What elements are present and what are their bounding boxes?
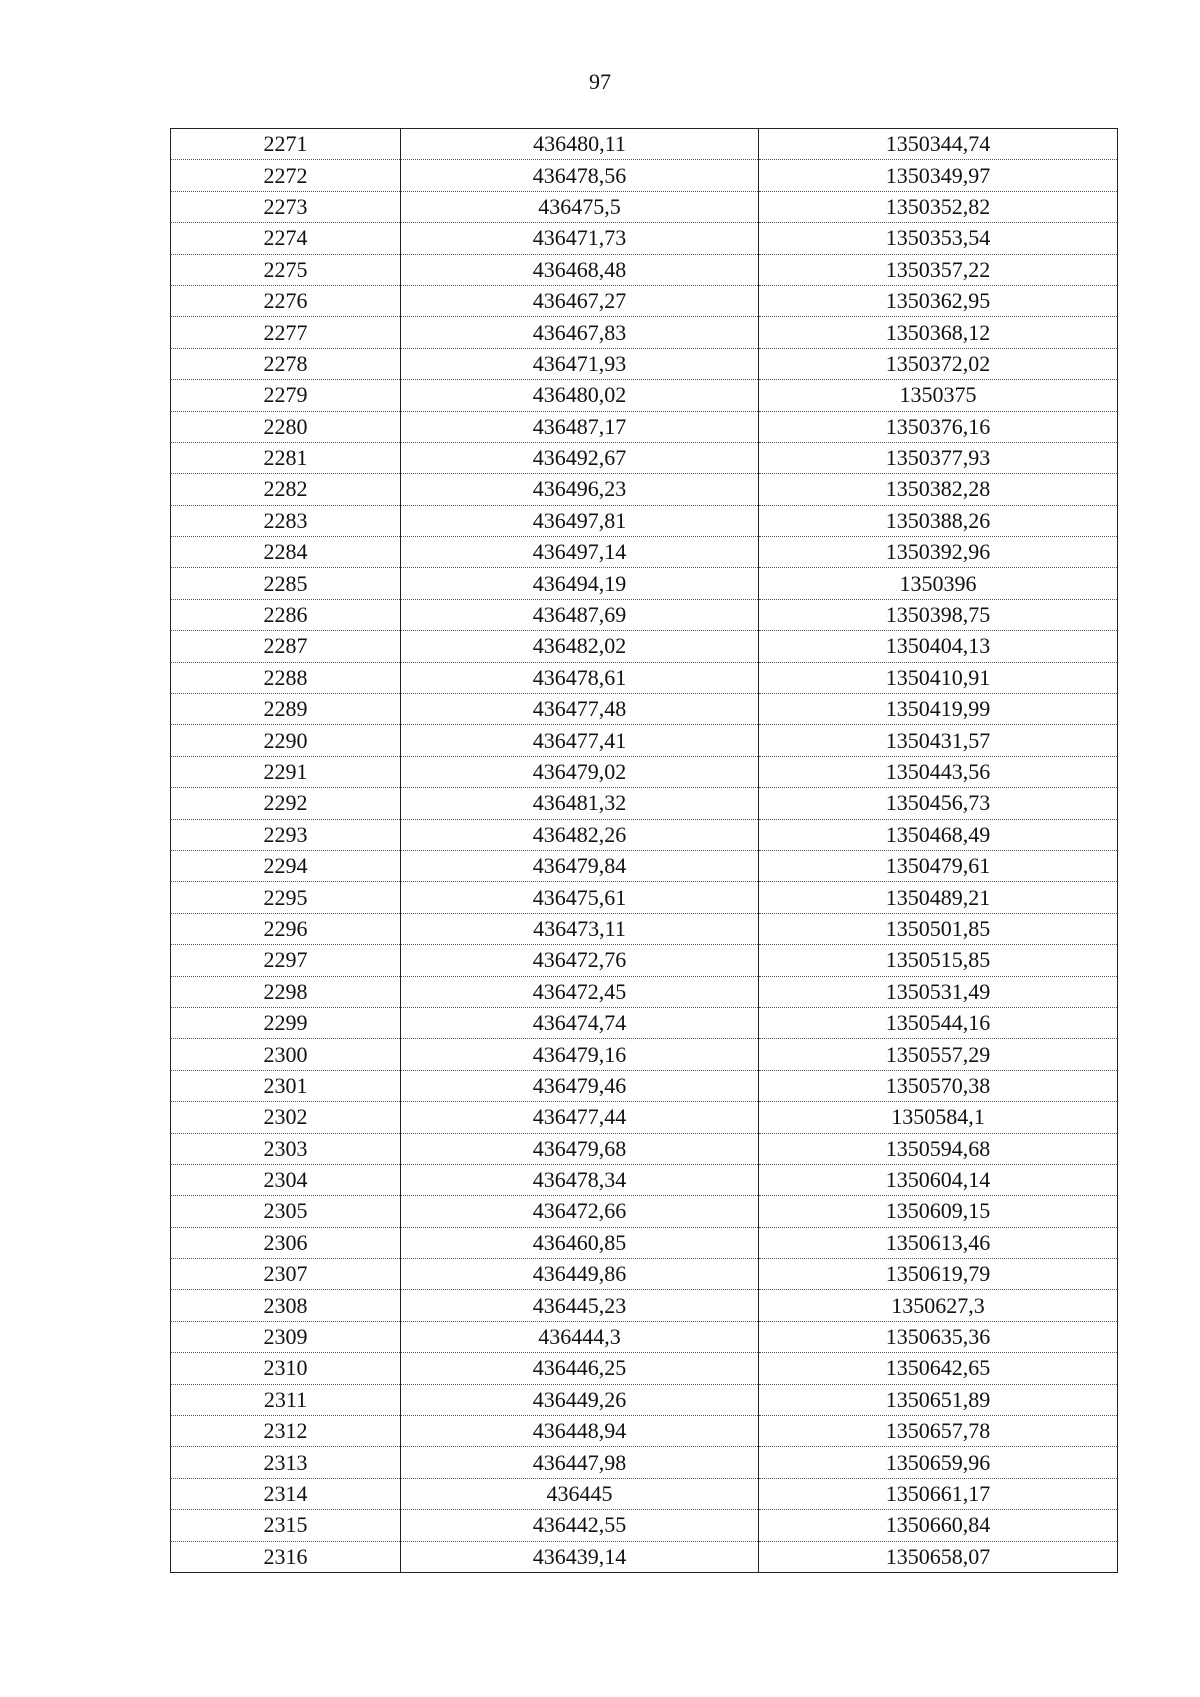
- point-number-cell: 2301: [171, 1070, 401, 1101]
- point-number-cell: 2307: [171, 1259, 401, 1290]
- table-row: [171, 1007, 1118, 1038]
- y-coordinate-cell: 1350557,29: [759, 1039, 1118, 1070]
- table-row: [171, 1353, 1118, 1384]
- y-coordinate-cell: 1350584,1: [759, 1102, 1118, 1133]
- y-coordinate-cell: 1350362,95: [759, 285, 1118, 316]
- point-number-cell: 2299: [171, 1007, 401, 1038]
- y-coordinate-cell: 1350619,79: [759, 1259, 1118, 1290]
- point-number-cell: 2294: [171, 850, 401, 881]
- x-coordinate-cell: 436494,19: [401, 568, 759, 599]
- point-number-cell: 2298: [171, 976, 401, 1007]
- point-number-cell: 2316: [171, 1541, 401, 1572]
- x-coordinate-cell: 436445,23: [401, 1290, 759, 1321]
- x-coordinate-cell: 436474,74: [401, 1007, 759, 1038]
- table-row: [171, 223, 1118, 254]
- table-row: [171, 474, 1118, 505]
- table-row: [171, 1070, 1118, 1101]
- x-coordinate-cell: 436468,48: [401, 254, 759, 285]
- y-coordinate-cell: 1350479,61: [759, 850, 1118, 881]
- x-coordinate-cell: 436482,26: [401, 819, 759, 850]
- y-coordinate-cell: 1350431,57: [759, 725, 1118, 756]
- y-coordinate-cell: 1350398,75: [759, 599, 1118, 630]
- y-coordinate-cell: 1350468,49: [759, 819, 1118, 850]
- y-coordinate-cell: 1350661,17: [759, 1478, 1118, 1509]
- table-row: [171, 160, 1118, 191]
- point-number-cell: 2278: [171, 348, 401, 379]
- x-coordinate-cell: 436467,83: [401, 317, 759, 348]
- x-coordinate-cell: 436497,81: [401, 505, 759, 536]
- y-coordinate-cell: 1350375: [759, 380, 1118, 411]
- table-row: [171, 317, 1118, 348]
- point-number-cell: 2302: [171, 1102, 401, 1133]
- x-coordinate-cell: 436479,16: [401, 1039, 759, 1070]
- y-coordinate-cell: 1350368,12: [759, 317, 1118, 348]
- x-coordinate-cell: 436479,46: [401, 1070, 759, 1101]
- x-coordinate-cell: 436479,02: [401, 756, 759, 787]
- x-coordinate-cell: 436492,67: [401, 442, 759, 473]
- point-number-cell: 2271: [171, 129, 401, 160]
- y-coordinate-cell: 1350660,84: [759, 1510, 1118, 1541]
- table-row: [171, 945, 1118, 976]
- table-row: [171, 537, 1118, 568]
- table-row: [171, 1384, 1118, 1415]
- x-coordinate-cell: 436478,34: [401, 1164, 759, 1195]
- table-row: [171, 599, 1118, 630]
- y-coordinate-cell: 1350357,22: [759, 254, 1118, 285]
- x-coordinate-cell: 436478,61: [401, 662, 759, 693]
- table-row: [171, 631, 1118, 662]
- y-coordinate-cell: 1350627,3: [759, 1290, 1118, 1321]
- point-number-cell: 2274: [171, 223, 401, 254]
- x-coordinate-cell: 436467,27: [401, 285, 759, 316]
- table-row: [171, 694, 1118, 725]
- table-row: [171, 819, 1118, 850]
- point-number-cell: 2277: [171, 317, 401, 348]
- point-number-cell: 2273: [171, 191, 401, 222]
- x-coordinate-cell: 436472,45: [401, 976, 759, 1007]
- point-number-cell: 2308: [171, 1290, 401, 1321]
- x-coordinate-cell: 436447,98: [401, 1447, 759, 1478]
- point-number-cell: 2290: [171, 725, 401, 756]
- y-coordinate-cell: 1350344,74: [759, 129, 1118, 160]
- point-number-cell: 2289: [171, 694, 401, 725]
- table-row: [171, 976, 1118, 1007]
- point-number-cell: 2310: [171, 1353, 401, 1384]
- coordinates-table-body: [171, 129, 1118, 1573]
- y-coordinate-cell: 1350613,46: [759, 1227, 1118, 1258]
- x-coordinate-cell: 436444,3: [401, 1321, 759, 1352]
- point-number-cell: 2293: [171, 819, 401, 850]
- point-number-cell: 2296: [171, 913, 401, 944]
- y-coordinate-cell: 1350456,73: [759, 788, 1118, 819]
- table-row: [171, 1164, 1118, 1195]
- y-coordinate-cell: 1350635,36: [759, 1321, 1118, 1352]
- y-coordinate-cell: 1350489,21: [759, 882, 1118, 913]
- y-coordinate-cell: 1350570,38: [759, 1070, 1118, 1101]
- y-coordinate-cell: 1350544,16: [759, 1007, 1118, 1038]
- table-row: [171, 348, 1118, 379]
- x-coordinate-cell: 436481,32: [401, 788, 759, 819]
- y-coordinate-cell: 1350657,78: [759, 1416, 1118, 1447]
- y-coordinate-cell: 1350349,97: [759, 160, 1118, 191]
- y-coordinate-cell: 1350404,13: [759, 631, 1118, 662]
- y-coordinate-cell: 1350353,54: [759, 223, 1118, 254]
- point-number-cell: 2279: [171, 380, 401, 411]
- x-coordinate-cell: 436442,55: [401, 1510, 759, 1541]
- coordinates-table: [170, 128, 1118, 1573]
- table-row: [171, 129, 1118, 160]
- table-row: [171, 1447, 1118, 1478]
- y-coordinate-cell: 1350515,85: [759, 945, 1118, 976]
- x-coordinate-cell: 436479,68: [401, 1133, 759, 1164]
- x-coordinate-cell: 436482,02: [401, 631, 759, 662]
- point-number-cell: 2286: [171, 599, 401, 630]
- table-row: [171, 756, 1118, 787]
- point-number-cell: 2303: [171, 1133, 401, 1164]
- x-coordinate-cell: 436477,48: [401, 694, 759, 725]
- table-row: [171, 442, 1118, 473]
- table-row: [171, 411, 1118, 442]
- table-row: [171, 1102, 1118, 1133]
- point-number-cell: 2272: [171, 160, 401, 191]
- table-row: [171, 1039, 1118, 1070]
- y-coordinate-cell: 1350531,49: [759, 976, 1118, 1007]
- point-number-cell: 2280: [171, 411, 401, 442]
- table-row: [171, 1259, 1118, 1290]
- y-coordinate-cell: 1350388,26: [759, 505, 1118, 536]
- point-number-cell: 2276: [171, 285, 401, 316]
- point-number-cell: 2309: [171, 1321, 401, 1352]
- x-coordinate-cell: 436487,69: [401, 599, 759, 630]
- table-row: [171, 380, 1118, 411]
- point-number-cell: 2314: [171, 1478, 401, 1509]
- table-row: [171, 505, 1118, 536]
- point-number-cell: 2313: [171, 1447, 401, 1478]
- point-number-cell: 2311: [171, 1384, 401, 1415]
- x-coordinate-cell: 436477,41: [401, 725, 759, 756]
- point-number-cell: 2304: [171, 1164, 401, 1195]
- y-coordinate-cell: 1350419,99: [759, 694, 1118, 725]
- point-number-cell: 2287: [171, 631, 401, 662]
- x-coordinate-cell: 436473,11: [401, 913, 759, 944]
- point-number-cell: 2285: [171, 568, 401, 599]
- table-row: [171, 285, 1118, 316]
- x-coordinate-cell: 436475,61: [401, 882, 759, 913]
- table-row: [171, 1478, 1118, 1509]
- point-number-cell: 2300: [171, 1039, 401, 1070]
- point-number-cell: 2275: [171, 254, 401, 285]
- table-row: [171, 1290, 1118, 1321]
- point-number-cell: 2291: [171, 756, 401, 787]
- point-number-cell: 2283: [171, 505, 401, 536]
- y-coordinate-cell: 1350501,85: [759, 913, 1118, 944]
- table-row: [171, 882, 1118, 913]
- x-coordinate-cell: 436472,66: [401, 1196, 759, 1227]
- point-number-cell: 2284: [171, 537, 401, 568]
- y-coordinate-cell: 1350609,15: [759, 1196, 1118, 1227]
- point-number-cell: 2292: [171, 788, 401, 819]
- x-coordinate-cell: 436480,11: [401, 129, 759, 160]
- x-coordinate-cell: 436460,85: [401, 1227, 759, 1258]
- table-row: [171, 850, 1118, 881]
- x-coordinate-cell: 436496,23: [401, 474, 759, 505]
- y-coordinate-cell: 1350651,89: [759, 1384, 1118, 1415]
- table-row: [171, 568, 1118, 599]
- x-coordinate-cell: 436471,93: [401, 348, 759, 379]
- x-coordinate-cell: 436478,56: [401, 160, 759, 191]
- y-coordinate-cell: 1350396: [759, 568, 1118, 599]
- table-row: [171, 913, 1118, 944]
- x-coordinate-cell: 436487,17: [401, 411, 759, 442]
- y-coordinate-cell: 1350382,28: [759, 474, 1118, 505]
- table-row: [171, 254, 1118, 285]
- table-row: [171, 1133, 1118, 1164]
- x-coordinate-cell: 436449,26: [401, 1384, 759, 1415]
- y-coordinate-cell: 1350594,68: [759, 1133, 1118, 1164]
- x-coordinate-cell: 436471,73: [401, 223, 759, 254]
- x-coordinate-cell: 436480,02: [401, 380, 759, 411]
- x-coordinate-cell: 436472,76: [401, 945, 759, 976]
- x-coordinate-cell: 436445: [401, 1478, 759, 1509]
- y-coordinate-cell: 1350377,93: [759, 442, 1118, 473]
- x-coordinate-cell: 436448,94: [401, 1416, 759, 1447]
- table-row: [171, 1196, 1118, 1227]
- x-coordinate-cell: 436449,86: [401, 1259, 759, 1290]
- x-coordinate-cell: 436497,14: [401, 537, 759, 568]
- x-coordinate-cell: 436439,14: [401, 1541, 759, 1572]
- table-row: [171, 788, 1118, 819]
- table-row: [171, 1321, 1118, 1352]
- y-coordinate-cell: 1350659,96: [759, 1447, 1118, 1478]
- table-row: [171, 1541, 1118, 1572]
- table-row: [171, 191, 1118, 222]
- y-coordinate-cell: 1350376,16: [759, 411, 1118, 442]
- point-number-cell: 2315: [171, 1510, 401, 1541]
- y-coordinate-cell: 1350642,65: [759, 1353, 1118, 1384]
- point-number-cell: 2282: [171, 474, 401, 505]
- y-coordinate-cell: 1350604,14: [759, 1164, 1118, 1195]
- x-coordinate-cell: 436477,44: [401, 1102, 759, 1133]
- x-coordinate-cell: 436475,5: [401, 191, 759, 222]
- y-coordinate-cell: 1350658,07: [759, 1541, 1118, 1572]
- x-coordinate-cell: 436479,84: [401, 850, 759, 881]
- y-coordinate-cell: 1350410,91: [759, 662, 1118, 693]
- y-coordinate-cell: 1350443,56: [759, 756, 1118, 787]
- table-row: [171, 725, 1118, 756]
- table-row: [171, 662, 1118, 693]
- y-coordinate-cell: 1350372,02: [759, 348, 1118, 379]
- point-number-cell: 2295: [171, 882, 401, 913]
- x-coordinate-cell: 436446,25: [401, 1353, 759, 1384]
- y-coordinate-cell: 1350352,82: [759, 191, 1118, 222]
- table-row: [171, 1227, 1118, 1258]
- y-coordinate-cell: 1350392,96: [759, 537, 1118, 568]
- page-number: 97: [589, 69, 611, 94]
- table-row: [171, 1416, 1118, 1447]
- point-number-cell: 2312: [171, 1416, 401, 1447]
- table-row: [171, 1510, 1118, 1541]
- point-number-cell: 2305: [171, 1196, 401, 1227]
- point-number-cell: 2281: [171, 442, 401, 473]
- point-number-cell: 2297: [171, 945, 401, 976]
- point-number-cell: 2288: [171, 662, 401, 693]
- point-number-cell: 2306: [171, 1227, 401, 1258]
